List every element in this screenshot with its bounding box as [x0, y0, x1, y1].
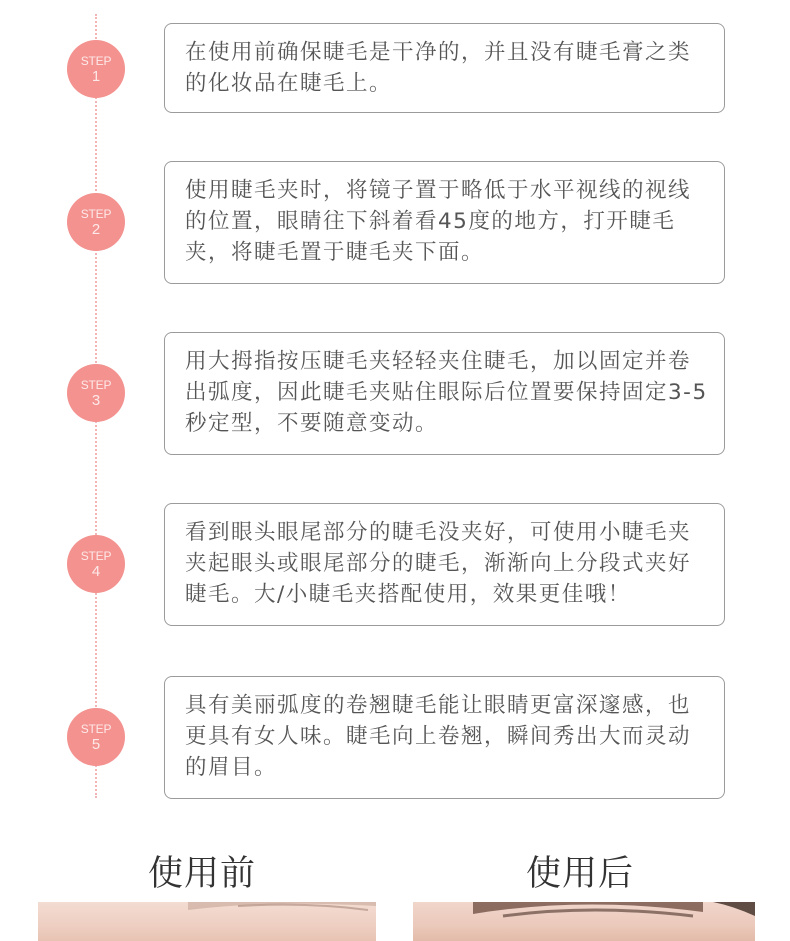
step-2-number: 2 — [91, 221, 101, 238]
step-3-badge — [67, 364, 125, 422]
step-2-word: STEP — [80, 207, 112, 221]
step-5-number: 5 — [91, 736, 101, 753]
step-1-box — [164, 23, 725, 113]
step-3-word: STEP — [80, 378, 112, 392]
step-1-text: 在使用前确保睫毛是干净的，并且没有睫毛膏之类的化妆品在睫毛上。 — [185, 40, 692, 96]
step-4-word: STEP — [80, 549, 112, 563]
step-2-box — [164, 161, 725, 284]
step-5-text: 具有美丽弧度的卷翘睫毛能让眼睛更富深邃感，也更具有女人味。睫毛向上卷翘，瞬间秀出大而灵动的眉目。 — [185, 693, 692, 780]
step-4-text: 看到眼头眼尾部分的睫毛没夹好，可使用小睫毛夹夹起眼头或眼尾部分的睫毛，渐渐向上分段式夹好睫毛。大/小睫毛夹搭配使用，效果更佳哦！ — [185, 520, 692, 607]
before-eyebrow-image — [38, 902, 376, 941]
step-5-box — [164, 676, 725, 799]
step-1-badge — [67, 40, 125, 98]
step-1-number: 1 — [91, 68, 101, 85]
step-2-text: 使用睫毛夹时，将镜子置于略低于水平视线的视线的位置，眼睛往下斜着看45度的地方，打开睫毛夹，将睫毛置于睫毛夹下面。 — [185, 178, 692, 265]
before-photo — [38, 902, 376, 941]
after-label: 使用后 — [526, 854, 635, 894]
step-5-badge — [67, 708, 125, 766]
step-4-box — [164, 503, 725, 626]
step-2-badge — [67, 193, 125, 251]
step-5-word: STEP — [80, 722, 112, 736]
step-4-number: 4 — [91, 563, 101, 580]
step-3-box — [164, 332, 725, 455]
after-photo — [413, 902, 755, 941]
step-4-badge — [67, 535, 125, 593]
step-3-number: 3 — [91, 392, 101, 409]
before-label: 使用前 — [148, 854, 257, 894]
step-3-text: 用大拇指按压睫毛夹轻轻夹住睫毛，加以固定并卷出弧度，因此睫毛夹贴住眼际后位置要保持固定3-5秒定型，不要随意变动。 — [185, 349, 708, 436]
after-eyebrow-image — [413, 902, 755, 941]
step-1-word: STEP — [80, 54, 112, 68]
